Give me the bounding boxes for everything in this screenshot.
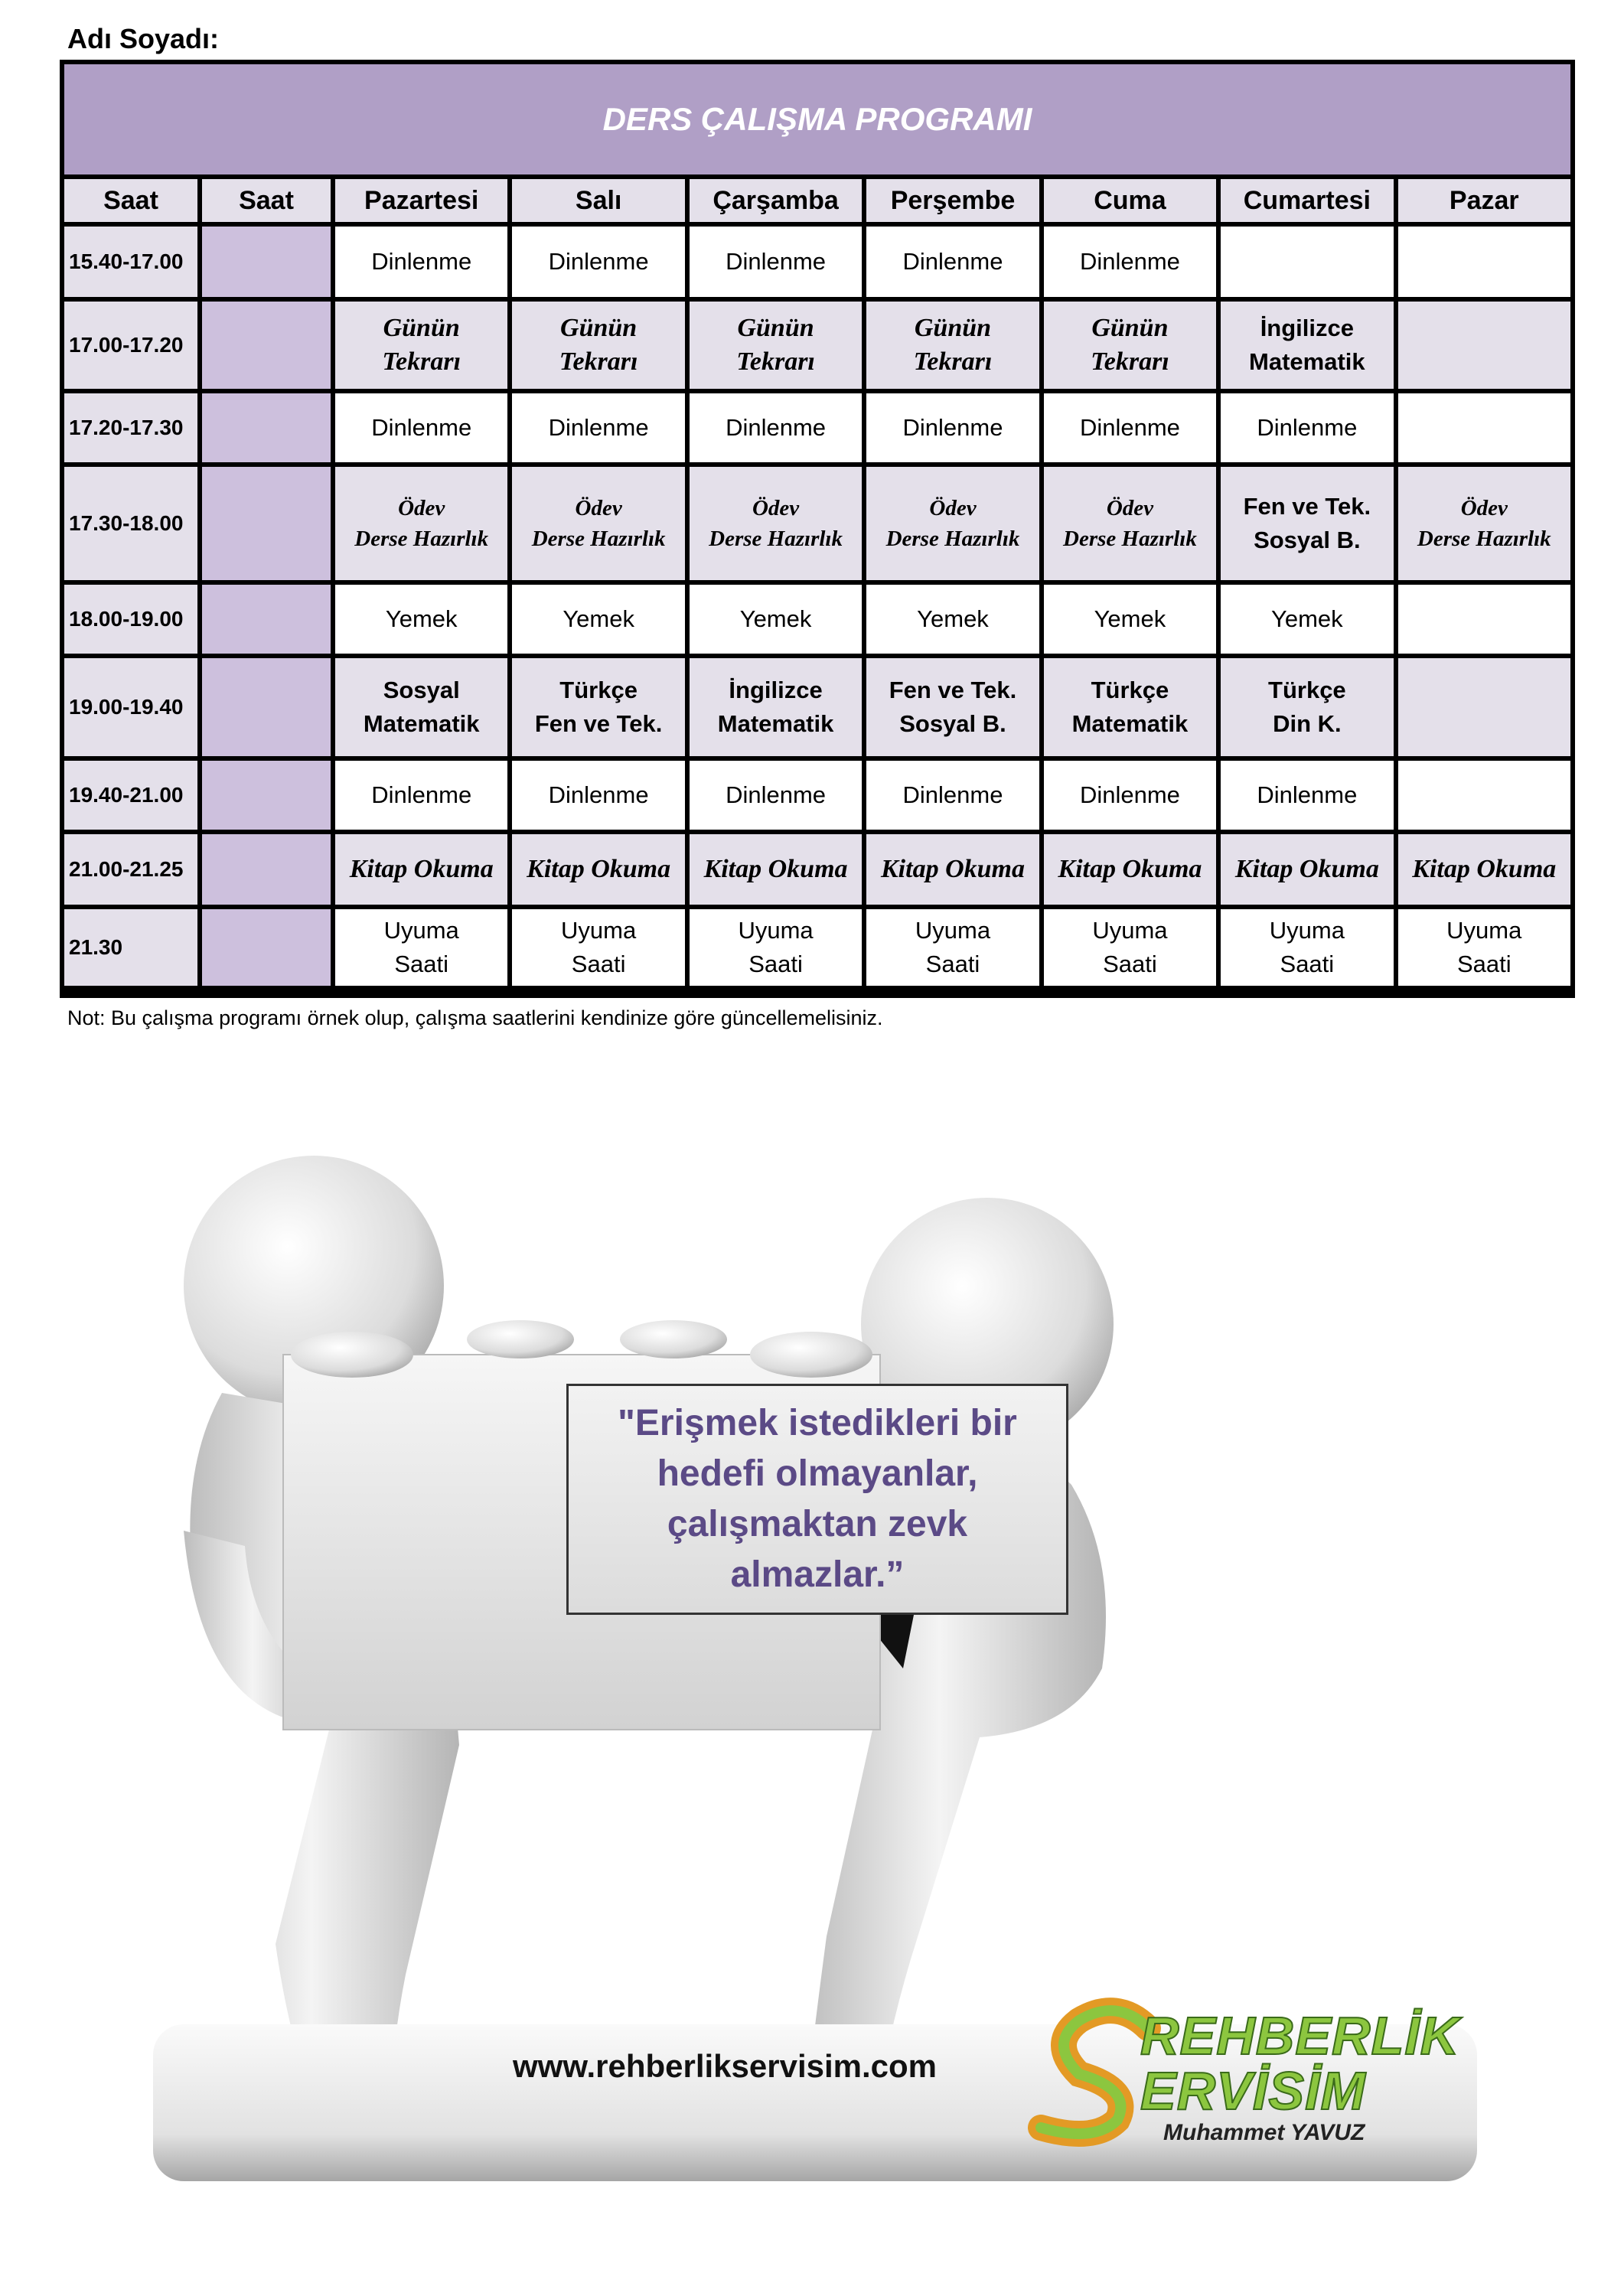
- cell-line: Dinlenme: [371, 248, 472, 275]
- header-pazar: Pazar: [1398, 179, 1570, 222]
- study-timetable: [60, 60, 1575, 998]
- cell-line: İngilizce: [1260, 315, 1354, 341]
- schedule-cell: [866, 227, 1039, 297]
- cell-line: Tekrarı: [382, 347, 461, 376]
- cell-line: Dinlenme: [371, 414, 472, 441]
- schedule-cell: [512, 227, 684, 297]
- schedule-cell: [1398, 658, 1570, 756]
- cell-line: Yemek: [739, 605, 812, 632]
- cell-line: Kitap Okuma: [349, 855, 494, 883]
- cell-line: Derse Hazırlık: [354, 527, 489, 551]
- schedule-cell: [690, 909, 862, 986]
- cell-line: Tekrarı: [913, 347, 993, 376]
- cell-line: Matematik: [1249, 348, 1365, 375]
- time-cell: 21.00-21.25: [64, 834, 197, 905]
- header-saat-1: Saat: [64, 179, 197, 222]
- header-carsamba: Çarşamba: [690, 179, 862, 222]
- schedule-cell: [690, 227, 862, 297]
- cell-line: Uyuma: [915, 917, 991, 944]
- schedule-cell: [1044, 658, 1216, 756]
- cell-line: Dinlenme: [726, 414, 827, 441]
- schedule-cell: [1221, 227, 1393, 297]
- schedule-cell: [690, 585, 862, 654]
- cell-line: Saati: [1103, 951, 1157, 977]
- schedule-cell: [1398, 302, 1570, 389]
- footnote: Not: Bu çalışma programı örnek olup, çalışma saatlerini kendinize göre güncellemelisiniz.: [67, 1006, 883, 1029]
- cell-line: Dinlenme: [371, 781, 472, 808]
- schedule-cell: [1044, 834, 1216, 905]
- schedule-cell: [512, 761, 684, 830]
- time-cell: 15.40-17.00: [64, 227, 197, 297]
- schedule-cell: [1221, 909, 1393, 986]
- time-cell: 17.30-18.00: [64, 467, 197, 580]
- cell-line: Ödev: [1460, 496, 1508, 520]
- cell-line: Fen ve Tek.: [1243, 493, 1371, 520]
- schedule-cell: [512, 834, 684, 905]
- schedule-cell: [512, 585, 684, 654]
- cell-line: Uyuma: [383, 917, 459, 944]
- cell-line: Derse Hazırlık: [709, 527, 843, 551]
- schedule-cell: [866, 909, 1039, 986]
- cell-line: Derse Hazırlık: [885, 527, 1020, 551]
- schedule-cell: [335, 909, 507, 986]
- schedule-cell: [335, 227, 507, 297]
- cell-line: Ödev: [575, 496, 622, 520]
- cell-line: Saati: [925, 951, 980, 977]
- cell-line: Dinlenme: [548, 414, 649, 441]
- name-label: Adı Soyadı:: [67, 23, 220, 54]
- header-sali: Salı: [512, 179, 684, 222]
- schedule-cell: [690, 658, 862, 756]
- schedule-cell: [1221, 585, 1393, 654]
- cell-line: Türkçe: [559, 677, 638, 703]
- cell-line: Saati: [571, 951, 626, 977]
- header-cuma: Cuma: [1044, 179, 1216, 222]
- cell-line: Dinlenme: [1257, 781, 1358, 808]
- cell-line: Matematik: [717, 710, 834, 737]
- cell-line: Fen ve Tek.: [889, 677, 1017, 703]
- schedule-cell: [335, 585, 507, 654]
- schedule-cell: [1044, 393, 1216, 462]
- time-extra-cell: [202, 909, 331, 986]
- time-extra-cell: [202, 658, 331, 756]
- cell-line: Yemek: [1094, 605, 1166, 632]
- cell-line: Dinlenme: [548, 781, 649, 808]
- schedule-cell: [866, 302, 1039, 389]
- header-pazartesi: Pazartesi: [335, 179, 507, 222]
- website-link[interactable]: www.rehberlikservisim.com: [513, 2048, 938, 2084]
- schedule-cell: [1398, 761, 1570, 830]
- schedule-cell: [1044, 467, 1216, 580]
- schedule-cell: [512, 909, 684, 986]
- schedule-cell: [1398, 227, 1570, 297]
- header-saat-2: Saat: [202, 179, 331, 222]
- cell-line: Günün: [737, 314, 814, 342]
- schedule-cell: [866, 658, 1039, 756]
- time-extra-cell: [202, 393, 331, 462]
- schedule-cell: [690, 761, 862, 830]
- time-extra-cell: [202, 585, 331, 654]
- cell-line: Dinlenme: [1257, 414, 1358, 441]
- schedule-cell: [1221, 834, 1393, 905]
- cell-line: Tekrarı: [1091, 347, 1169, 376]
- cell-line: Matematik: [1071, 710, 1189, 737]
- cell-line: Ödev: [398, 496, 445, 520]
- schedule-cell: [512, 393, 684, 462]
- schedule-cell: [690, 302, 862, 389]
- schedule-cell: [1221, 761, 1393, 830]
- schedule-cell: [690, 393, 862, 462]
- time-cell: 21.30: [64, 909, 197, 986]
- cell-line: Dinlenme: [902, 781, 1003, 808]
- cell-line: Saati: [1456, 951, 1511, 977]
- cell-line: Yemek: [563, 605, 634, 632]
- schedule-cell: [1044, 909, 1216, 986]
- cell-line: İngilizce: [729, 677, 823, 703]
- time-extra-cell: [202, 834, 331, 905]
- cell-line: Dinlenme: [902, 414, 1003, 441]
- schedule-cell: [1221, 393, 1393, 462]
- schedule-cell: [335, 467, 507, 580]
- time-extra-cell: [202, 467, 331, 580]
- time-cell: 18.00-19.00: [64, 585, 197, 654]
- cell-line: Türkçe: [1091, 677, 1169, 703]
- cell-line: Tekrarı: [559, 347, 638, 376]
- cell-line: Saati: [394, 951, 449, 977]
- cell-line: Kitap Okuma: [1058, 855, 1202, 883]
- cell-line: Kitap Okuma: [881, 855, 1025, 883]
- schedule-cell: [690, 834, 862, 905]
- schedule-cell: [1044, 761, 1216, 830]
- cell-line: Uyuma: [738, 917, 814, 944]
- schedule-cell: [1044, 585, 1216, 654]
- cell-line: Dinlenme: [1079, 248, 1180, 275]
- cell-line: Tekrarı: [736, 347, 815, 376]
- cell-line: Sosyal B.: [1254, 527, 1361, 553]
- schedule-cell: [1398, 467, 1570, 580]
- cell-line: Günün: [383, 314, 460, 342]
- time-cell: 19.00-19.40: [64, 658, 197, 756]
- cell-line: Derse Hazırlık: [1063, 527, 1197, 551]
- time-cell: 19.40-21.00: [64, 761, 197, 830]
- schedule-cell: [335, 302, 507, 389]
- schedule-cell: [335, 834, 507, 905]
- schedule-cell: [1221, 467, 1393, 580]
- header-persembe: Perşembe: [866, 179, 1039, 222]
- rehberlik-servisim-logo: REHBERLİK ERVİSİM Muhammet YAVUZ: [1026, 1998, 1416, 2151]
- cell-line: Uyuma: [1269, 917, 1345, 944]
- cell-line: Fen ve Tek.: [534, 710, 663, 737]
- cell-line: Kitap Okuma: [703, 855, 848, 883]
- schedule-cell: [512, 467, 684, 580]
- cell-line: Dinlenme: [548, 248, 649, 275]
- cell-line: Saati: [1280, 951, 1335, 977]
- cell-line: Uyuma: [561, 917, 637, 944]
- schedule-cell: [335, 761, 507, 830]
- cell-line: Din K.: [1273, 710, 1342, 737]
- schedule-cell: [866, 393, 1039, 462]
- timetable-title: DERS ÇALIŞMA PROGRAMI: [64, 64, 1570, 174]
- schedule-cell: [866, 467, 1039, 580]
- cell-line: Günün: [914, 314, 992, 342]
- schedule-cell: [866, 834, 1039, 905]
- header-cumartesi: Cumartesi: [1221, 179, 1393, 222]
- schedule-cell: [1044, 302, 1216, 389]
- time-cell: 17.00-17.20: [64, 302, 197, 389]
- cell-line: Kitap Okuma: [1412, 855, 1557, 883]
- cell-line: Kitap Okuma: [527, 855, 671, 883]
- cell-line: Dinlenme: [1079, 781, 1180, 808]
- cell-line: Günün: [560, 314, 638, 342]
- cell-line: Derse Hazırlık: [1417, 527, 1551, 551]
- time-extra-cell: [202, 227, 331, 297]
- cell-line: Sosyal B.: [899, 710, 1006, 737]
- time-extra-cell: [202, 761, 331, 830]
- cell-line: Saati: [748, 951, 803, 977]
- schedule-cell: [1398, 834, 1570, 905]
- cell-line: Dinlenme: [726, 248, 827, 275]
- schedule-cell: [335, 658, 507, 756]
- cell-line: Uyuma: [1446, 917, 1522, 944]
- cell-line: Türkçe: [1268, 677, 1346, 703]
- schedule-cell: [866, 761, 1039, 830]
- schedule-cell: [1398, 393, 1570, 462]
- schedule-cell: [512, 658, 684, 756]
- cell-line: Sosyal: [383, 677, 460, 703]
- schedule-cell: [1221, 658, 1393, 756]
- cell-line: Günün: [1091, 314, 1169, 342]
- cell-line: Matematik: [363, 710, 480, 737]
- cell-line: Uyuma: [1092, 917, 1168, 944]
- quote-box: "Erişmek istedikleri bir hedefi olmayanlar, çalışmaktan zevk almazlar.”: [566, 1384, 1068, 1615]
- schedule-cell: [1221, 302, 1393, 389]
- schedule-cell: [512, 302, 684, 389]
- cell-line: Dinlenme: [902, 248, 1003, 275]
- time-extra-cell: [202, 302, 331, 389]
- cell-line: Kitap Okuma: [1234, 855, 1379, 883]
- cell-line: Dinlenme: [1079, 414, 1180, 441]
- cell-line: Ödev: [752, 496, 800, 520]
- schedule-cell: [1398, 909, 1570, 986]
- schedule-cell: [335, 393, 507, 462]
- cell-line: Dinlenme: [726, 781, 827, 808]
- cell-line: Ödev: [929, 496, 977, 520]
- schedule-cell: [690, 467, 862, 580]
- cell-line: Yemek: [1271, 605, 1343, 632]
- schedule-cell: [1044, 227, 1216, 297]
- schedule-cell: [866, 585, 1039, 654]
- schedule-cell: [1398, 585, 1570, 654]
- cell-line: Yemek: [385, 605, 458, 632]
- cell-line: Yemek: [917, 605, 989, 632]
- time-cell: 17.20-17.30: [64, 393, 197, 462]
- cell-line: Ödev: [1106, 496, 1154, 520]
- cell-line: Derse Hazırlık: [531, 527, 666, 551]
